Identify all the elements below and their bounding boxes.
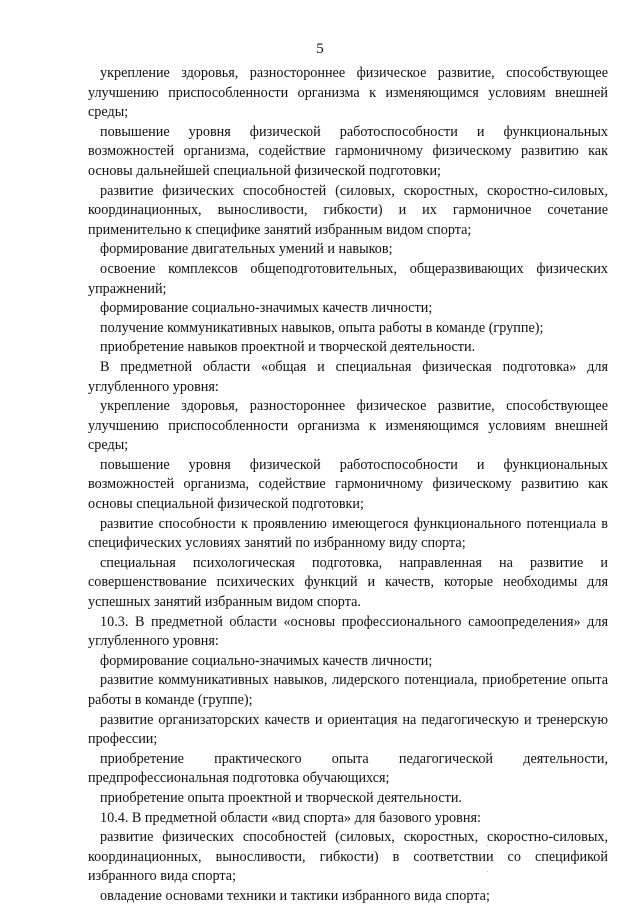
paragraph: развитие физических способностей (силовых, скоростных, скоростно-силовых, координационных, выносливости, гибкости) в соответствии со спецификой избранного вида спорта;: [88, 829, 608, 885]
section-intro-paragraph: В предметной области «общая и специальная физическая подготовка» для углубленного уровня:: [88, 358, 608, 395]
paragraph: формирование двигательных умений и навыков;: [100, 241, 393, 258]
section-heading-10-3: 10.3. В предметной области «основы профессионального самоопределения» для углубленного уровня:: [88, 613, 608, 650]
section-heading-10-4: 10.4. В предметной области «вид спорта» для базового уровня:: [100, 809, 481, 826]
paragraph: развитие коммуникативных навыков, лидерского потенциала, приобретение опыта работы в команде (группе);: [88, 672, 608, 708]
paragraph: освоение комплексов общеподготовительных, общеразвивающих физических упражнений;: [88, 260, 608, 297]
document-body: [88, 64, 608, 907]
paragraph: получение коммуникативных навыков, опыта работы в команде (группе);: [100, 319, 544, 336]
paragraph: укрепление здоровья, разностороннее физическое развитие, способствующее улучшению приспособленности организма к изменяющимся условиям внешней среды;: [88, 398, 608, 454]
paragraph: овладение основами техники и тактики избранного вида спорта;: [100, 887, 490, 904]
paragraph: повышение уровня физической работоспособности и функциональных возможностей организма, содействие гармоничному физическому развитию как основы дальнейшей специальной физической подготовки;: [88, 123, 608, 179]
scan-speck: [487, 845, 488, 846]
paragraph: укрепление здоровья, разностороннее физическое развитие, способствующее улучшению приспособленности организма к изменяющимся условиям внешней среды;: [88, 65, 608, 121]
paragraph: приобретение навыков проектной и творческой деятельности.: [100, 339, 476, 356]
paragraph: развитие организаторских качеств и ориентация на педагогическую и тренерскую профессии;: [88, 711, 608, 748]
paragraph: приобретение опыта проектной и творческой деятельности.: [100, 789, 462, 806]
paragraph: формирование социально-значимых качеств личности;: [100, 652, 433, 669]
page-number: 5: [316, 41, 324, 57]
paragraph: специальная психологическая подготовка, направленная на развитие и совершенствование психических функций и качеств, которые необходимы для успешных занятий избранным видом спорта.: [88, 554, 608, 611]
paragraph: развитие способности к проявлению имеющегося функционального потенциала в специфических условиях занятий по избранному виду спорта;: [88, 515, 608, 552]
paragraph: приобретение практического опыта педагогической деятельности, предпрофессиональная подготовка обучающихся;: [88, 750, 608, 787]
scan-speck: [487, 871, 488, 872]
paragraph: формирование социально-значимых качеств личности;: [100, 300, 433, 317]
paragraph: повышение уровня физической работоспособности и функциональных возможностей организма, содействие гармоничному физическому развитию как основы специальной физической подготовки;: [88, 456, 608, 513]
paragraph: развитие физических способностей (силовых, скоростных, скоростно-силовых, координационных, выносливости, гибкости) и их гармоничное сочетание применительно к специфике занятий избранным видом спорта;: [88, 182, 608, 238]
